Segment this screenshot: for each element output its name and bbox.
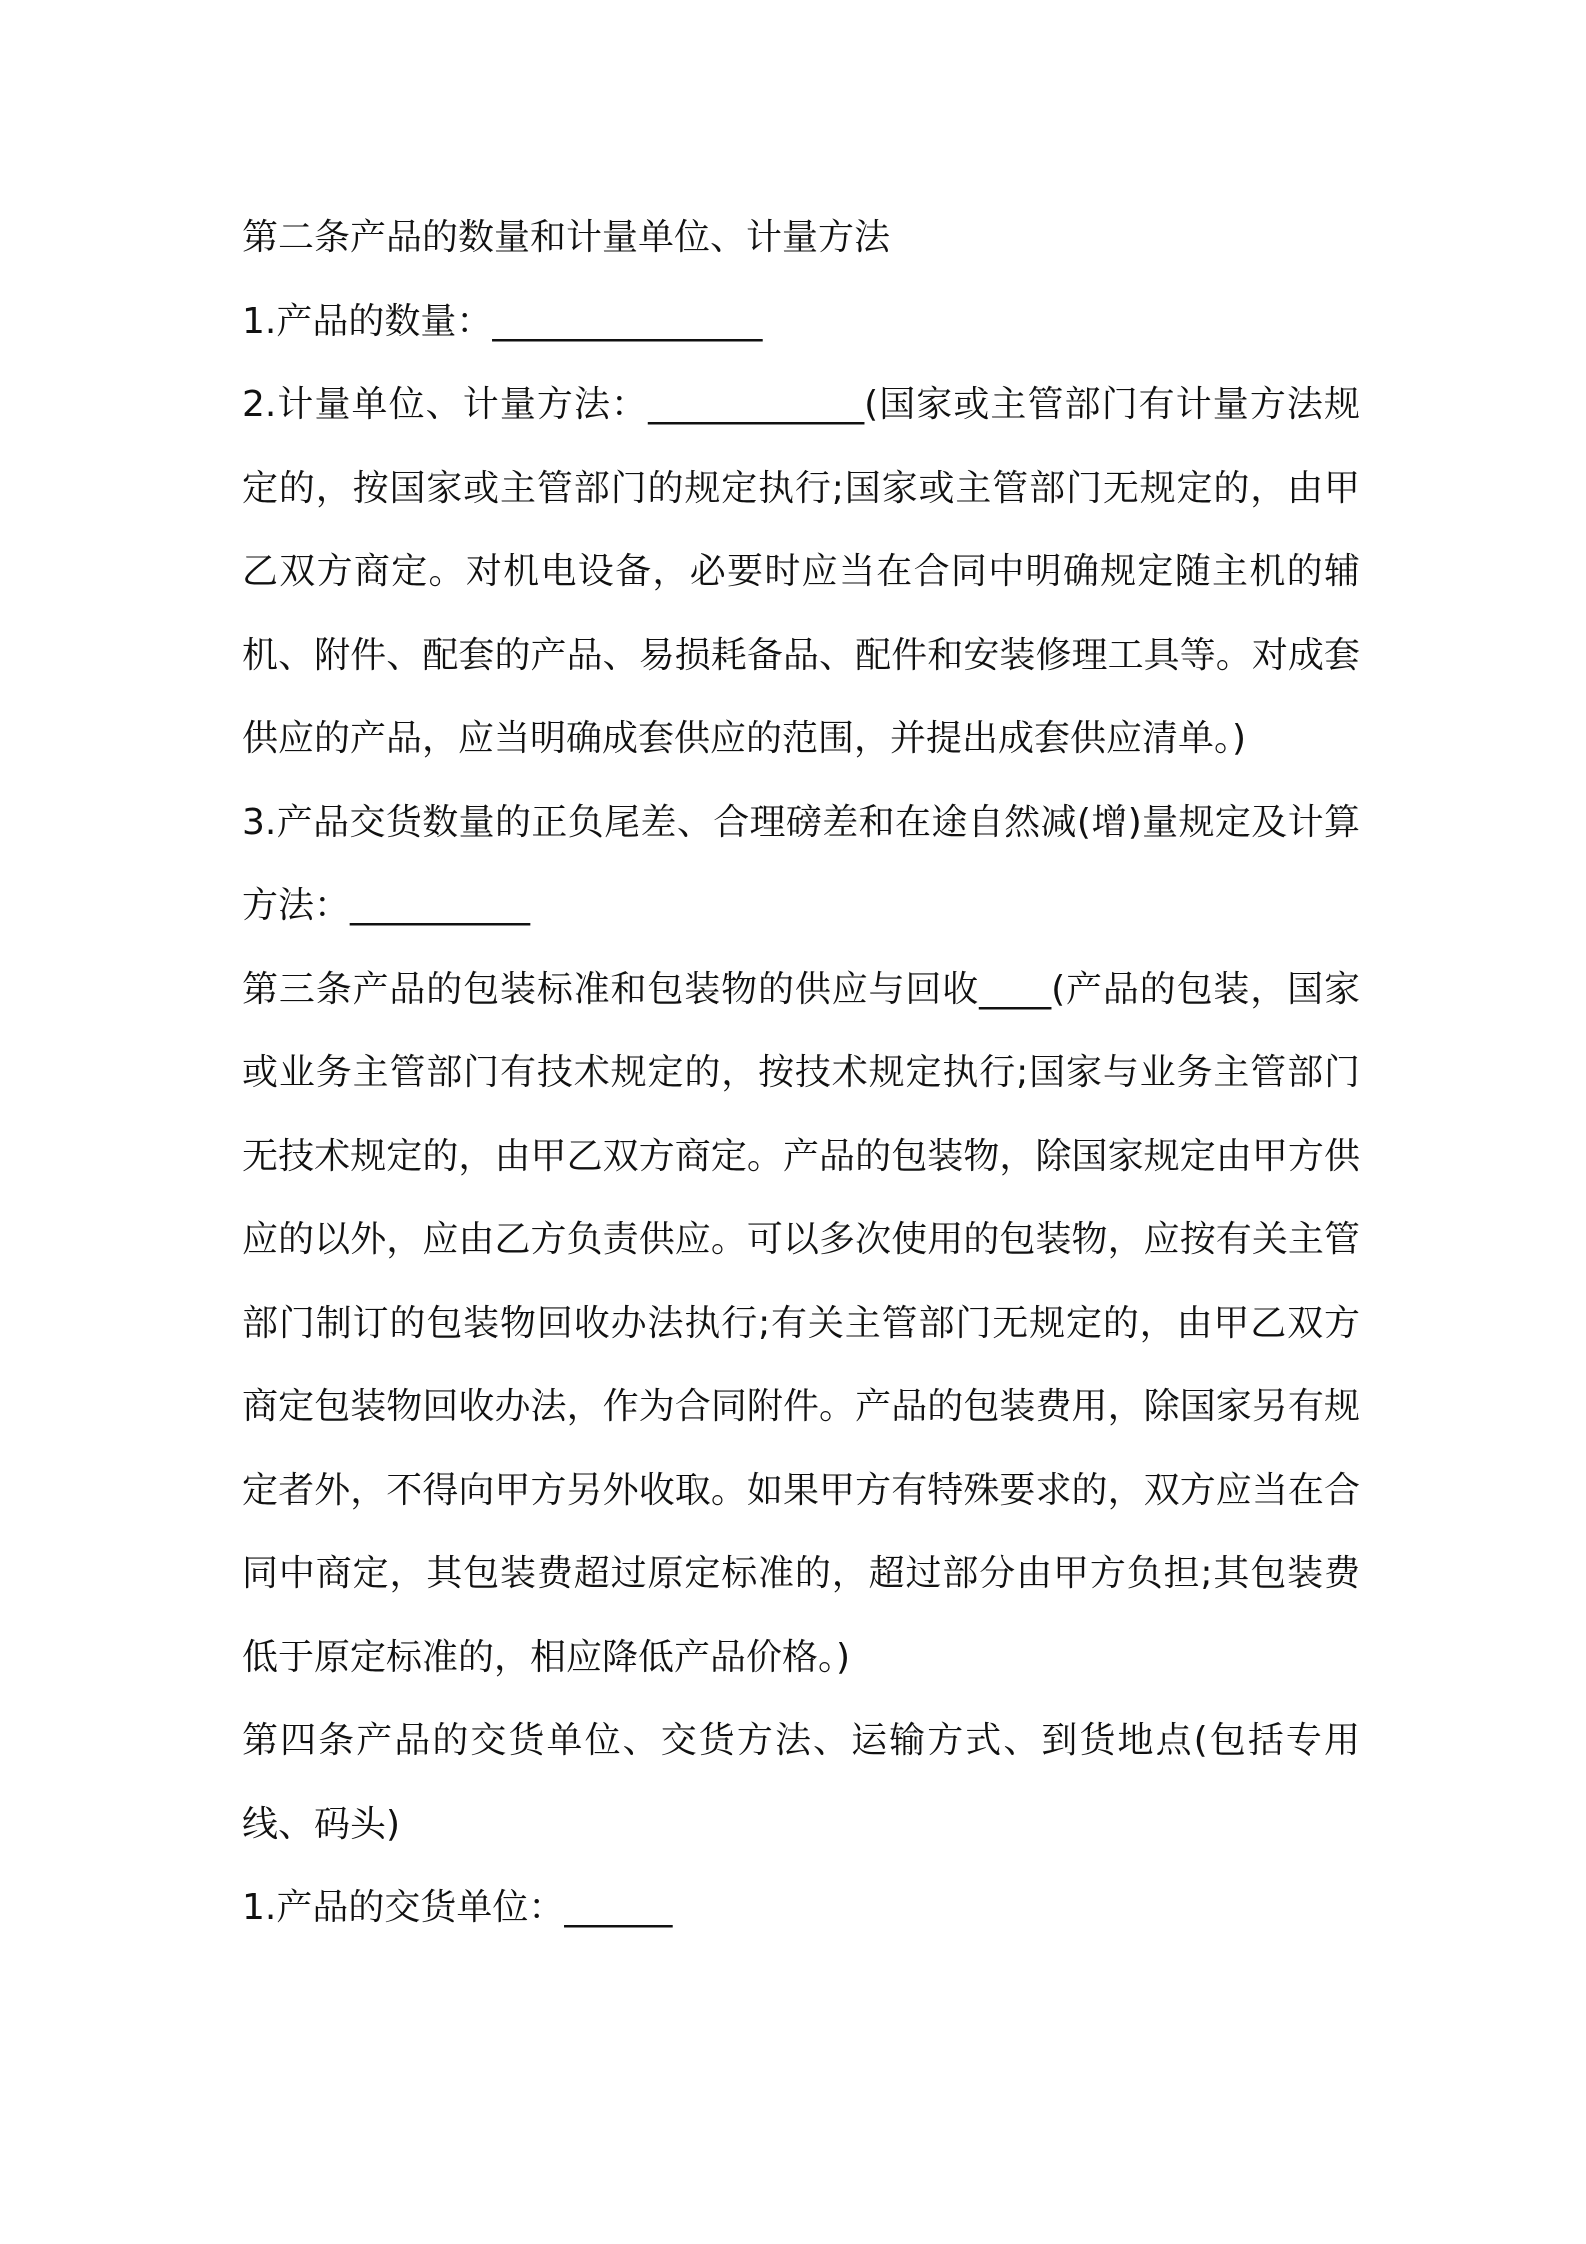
document-body <box>242 196 1360 1950</box>
article-2-heading: 第二条产品的数量和计量单位、计量方法 <box>242 217 891 258</box>
article-2-item-3: 3.产品交货数量的正负尾差、合理磅差和在途自然减(增)量规定及计算方法：__________ <box>242 801 1360 926</box>
article-2-item-1: 1.产品的数量：_______________ <box>242 300 763 342</box>
article-4-heading: 第四条产品的交货单位、交货方法、运输方式、到货地点(包括专用线、码头) <box>242 1720 1360 1845</box>
article-3-paragraph: 第三条产品的包装标准和包装物的供应与回收____(产品的包装，国家或业务主管部门有技术规定的，按技术规定执行;国家与业务主管部门无技术规定的，由甲乙双方商定。产品的包装物，除国家规定由甲方供应的以外，应由乙方负责供应。可以多次使用的包装物，应按有关主管部门制订的包装物回收办法执行;有关主管部门无规定的，由甲乙双方商定包装物回收办法，作为合同附件。产品的包装费用，除国家另有规定者外，不得向甲方另外收取。如果甲方有特殊要求的，双方应当在合同中商定，其包装费超过原定标准的，超过部分由甲方负担;其包装费低于原定标准的，相应降低产品价格。) <box>242 968 1360 1678</box>
article-4-item-1: 1.产品的交货单位：______ <box>242 1887 673 1928</box>
article-2-item-2: 2.计量单位、计量方法：____________(国家或主管部门有计量方法规定的，按国家或主管部门的规定执行;国家或主管部门无规定的，由甲乙双方商定。对机电设备，必要时应当在合同中明确规定随主机的辅机、附件、配套的产品、易损耗备品、配件和安装修理工具等。对成套供应的产品，应当明确成套供应的范围，并提出成套供应清单。) <box>242 384 1360 759</box>
